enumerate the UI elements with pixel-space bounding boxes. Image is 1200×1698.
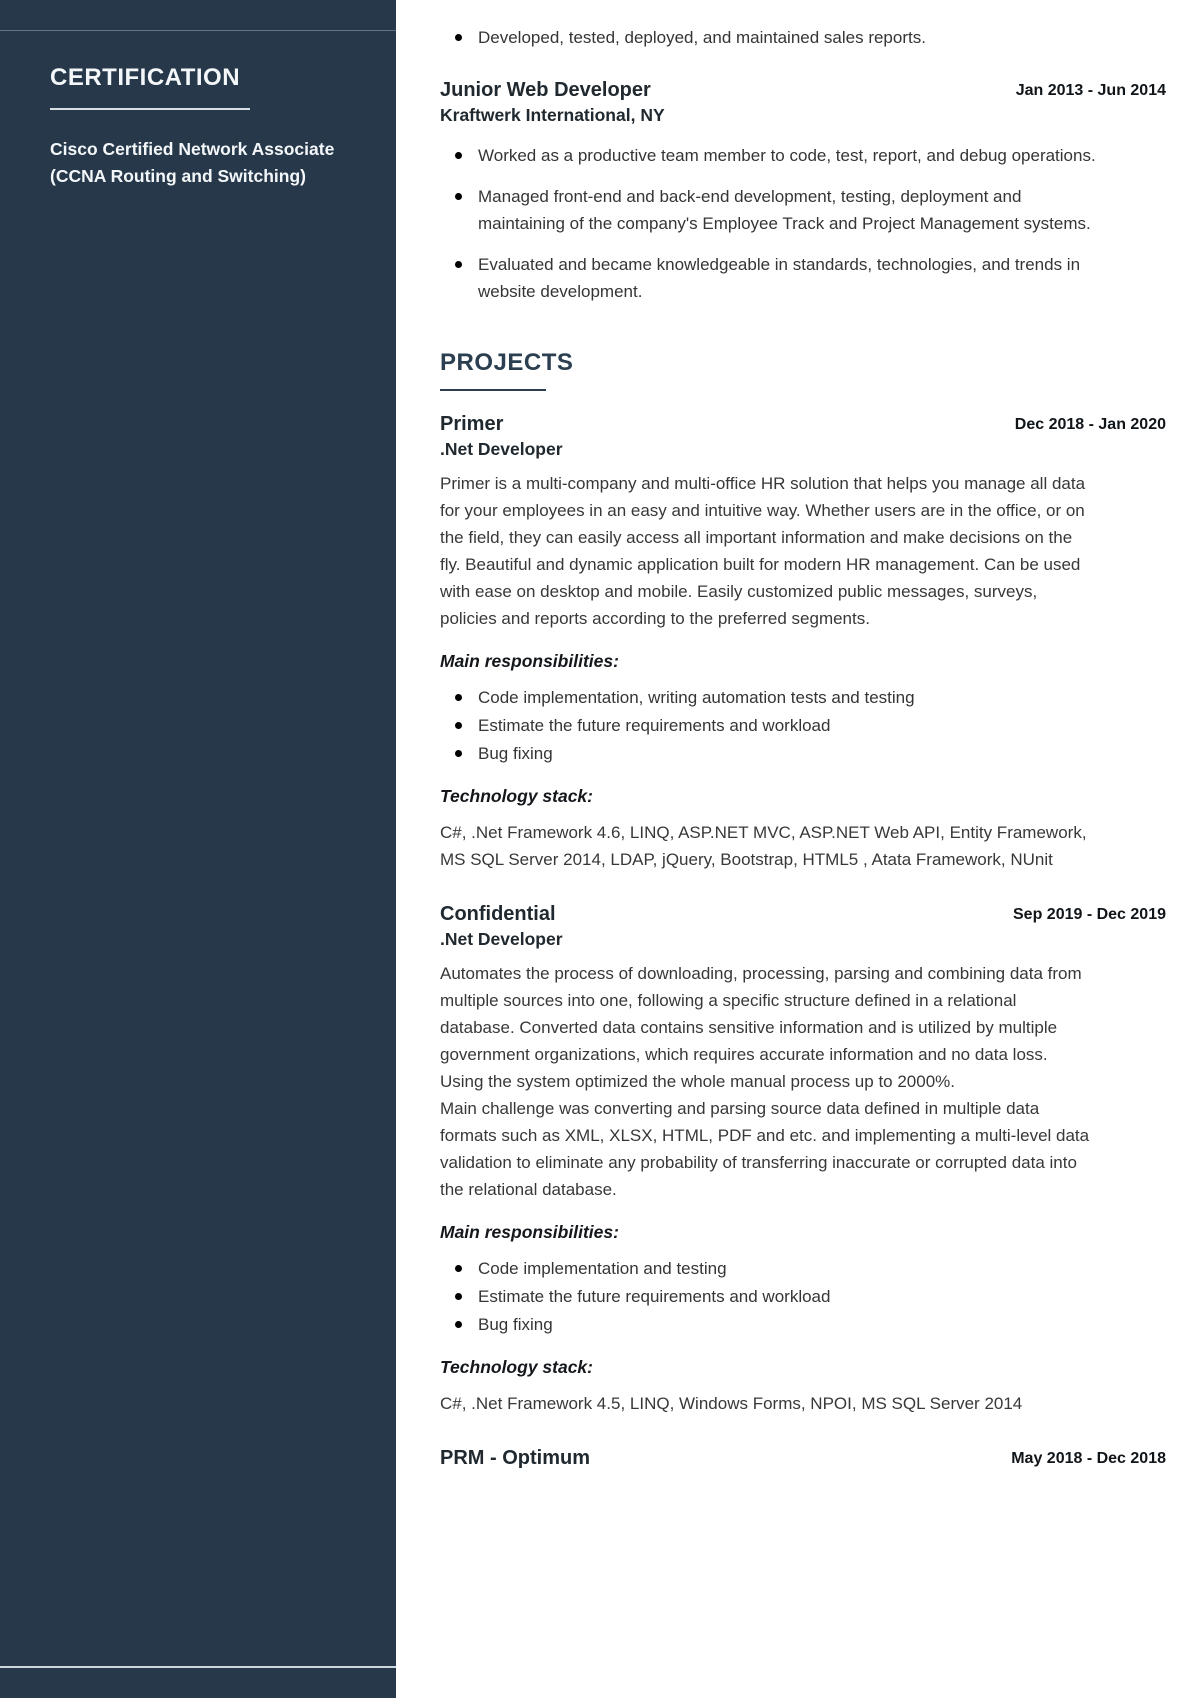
certification-title: CERTIFICATION (50, 64, 241, 91)
list-item: Code implementation, writing automation tests and testing (440, 684, 1112, 711)
project-role: .Net Developer (440, 929, 563, 949)
list-item: Worked as a productive team member to code, test, report, and debug operations. (440, 142, 1112, 169)
certification-item: Cisco Certified Network Associate (CCNA Routing and Switching) (50, 139, 335, 186)
list-item: Estimate the future requirements and workload (440, 1283, 1112, 1310)
technology-label: Technology stack: (440, 1357, 593, 1377)
project-dates: May 2018 - Dec 2018 (1011, 1450, 1166, 1467)
list-item: Bug fixing (440, 740, 1112, 767)
project-header (440, 1445, 1166, 1471)
technology-label: Technology stack: (440, 786, 593, 806)
project-name: Primer (440, 413, 504, 435)
list-item: Evaluated and became knowledgeable in standards, technologies, and trends in website development. (440, 251, 1112, 305)
technology-stack: C#, .Net Framework 4.6, LINQ, ASP.NET MVC, ASP.NET Web API, Entity Framework, MS SQL Server 2014, LDAP, jQuery, Bootstrap, HTML5 , Atata Framework, NUnit (440, 823, 1087, 869)
project-title-block (440, 411, 563, 462)
project-description: Primer is a multi-company and multi-office HR solution that helps you manage all data for your employees in an easy and intuitive way. Whether users are in the office, or on the field, they can easily access all important information and make decisions on the fly. Beautiful and dynamic application built for modern HR management. Can be used with ease on desktop and mobile. Easily customized public messages, surveys, policies and reports according to the preferred segments. (440, 474, 1086, 628)
list-item: Bug fixing (440, 1311, 1112, 1338)
job-title: Junior Web Developer (440, 79, 651, 101)
sidebar (0, 0, 396, 1698)
job-dates: Jan 2013 - Jun 2014 (1015, 82, 1166, 99)
project-primer (440, 411, 1166, 873)
experience-title-block (440, 77, 665, 128)
project-role: .Net Developer (440, 439, 563, 459)
project-description: Main challenge was converting and parsing source data defined in multiple data formats such as XML, XLSX, HTML, PDF and etc. and implementing a multi-level data validation to eliminate any probability of transferring inaccurate or corrupted data into the relational database. (440, 1099, 1090, 1199)
project-description: Automates the process of downloading, processing, parsing and combining data from multiple sources into one, following a specific structure defined in a relational database. Converted data contains sensitive information and is utilized by multiple government organizations, which requires accurate information and no data loss. Using the system optimized the whole manual process up to 2000%. (440, 964, 1082, 1091)
technology-stack: C#, .Net Framework 4.5, LINQ, Windows Forms, NPOI, MS SQL Server 2014 (440, 1394, 1023, 1413)
main-content (396, 0, 1200, 1698)
list-item: Code implementation and testing (440, 1255, 1112, 1282)
page-break-divider-top (0, 30, 396, 31)
project-title-block (440, 901, 563, 952)
project-confidential (440, 901, 1166, 1417)
project-dates: Sep 2019 - Dec 2019 (1013, 906, 1166, 923)
list-item: Managed front-end and back-end development, testing, deployment and maintaining of the company's Employee Track and Project Management systems. (440, 183, 1112, 237)
projects-section-underline (440, 389, 546, 391)
project-dates: Dec 2018 - Jan 2020 (1014, 416, 1166, 433)
list-item: Developed, tested, deployed, and maintained sales reports. (440, 24, 1112, 51)
company-name: Kraftwerk International, NY (440, 105, 665, 125)
responsibilities-label: Main responsibilities: (440, 1222, 619, 1242)
list-item: Estimate the future requirements and workload (440, 712, 1112, 739)
project-header (440, 411, 1166, 462)
responsibilities-list (440, 1255, 1112, 1338)
project-prm-optimum (440, 1445, 1166, 1471)
experience-bullet-list (440, 142, 1112, 305)
certification-section (50, 64, 348, 190)
certification-underline (50, 108, 250, 110)
project-header (440, 901, 1166, 952)
projects-section-title: PROJECTS (440, 349, 574, 376)
page-break-divider-bottom (0, 1666, 396, 1668)
project-name: PRM - Optimum (440, 1447, 590, 1469)
responsibilities-list (440, 684, 1112, 767)
project-name: Confidential (440, 903, 556, 925)
responsibilities-label: Main responsibilities: (440, 651, 619, 671)
experience-entry-header (440, 77, 1166, 128)
intro-bullet-list (440, 24, 1112, 51)
